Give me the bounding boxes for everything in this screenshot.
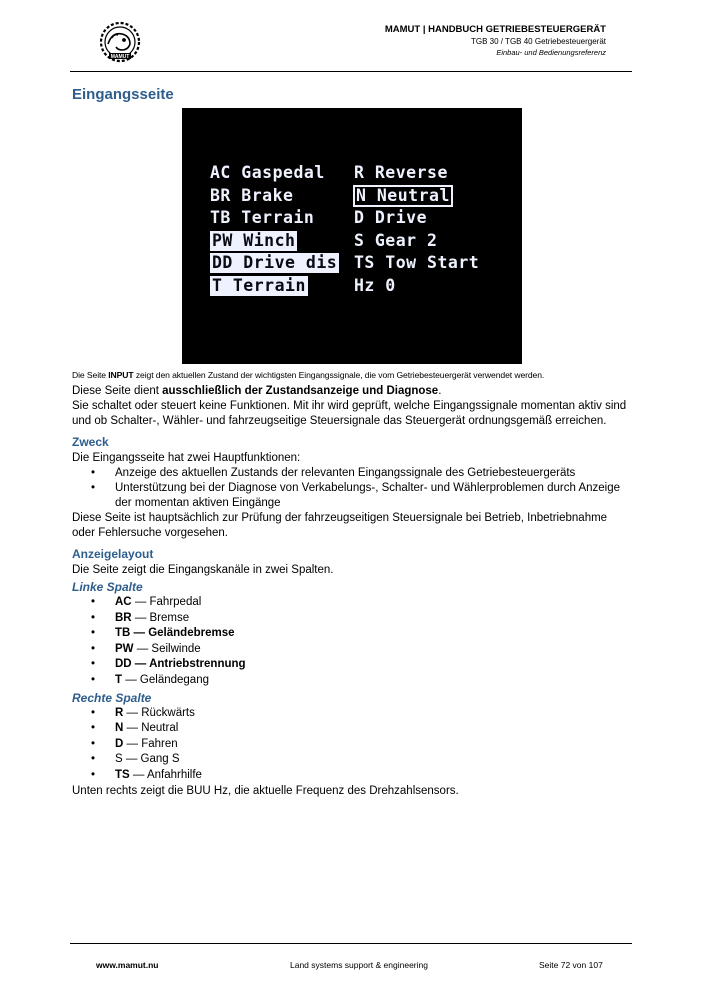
caption-pre: Die Seite	[72, 370, 109, 380]
caption-post: zeigt den aktuellen Zustand der wichtigsten Eingangssignale, die vom Getriebesteuergerät verwendet werden.	[133, 370, 545, 380]
zweck-lead: Die Eingangsseite hat zwei Hauptfunktionen:	[72, 452, 301, 464]
screen-right-row: D Drive	[354, 208, 428, 227]
logo-text: MAMUT	[110, 54, 130, 60]
screen-right-row: Hz 0	[354, 275, 396, 295]
logo-graphic	[94, 20, 146, 64]
list-item: • Anzeige des aktuellen Zustands der relevanten Eingangssignale des Getriebesteuergeräts	[72, 466, 632, 481]
item-code: N	[115, 722, 124, 735]
item-text: — Anfahrhilfe	[129, 768, 202, 781]
item-text: — Rückwärts	[123, 706, 195, 719]
mamut-gear-logo	[94, 20, 146, 64]
header-subtitle: TGB 30 / TGB 40 Getriebesteuergerät	[470, 37, 606, 46]
heading-zweck: Zweck	[72, 435, 109, 449]
item-text: — Fahren	[123, 737, 178, 750]
layout-closing: Unten rechts zeigt die BUU Hz, die aktuelle Frequenz des Drehzahlsensors.	[72, 784, 459, 797]
heading-anzeigelayout: Anzeigelayout	[72, 547, 154, 561]
screen-grid	[182, 108, 522, 364]
screen-left-row: AC Gaspedal	[210, 163, 325, 182]
item-code: D	[115, 737, 124, 750]
item-text: — Fahrpedal	[131, 596, 202, 608]
heading-left-column: Linke Spalte	[72, 580, 143, 594]
footer-tagline: Land systems support & engineering	[290, 960, 428, 970]
list-item	[72, 752, 632, 768]
list-item	[72, 595, 632, 611]
list-item	[72, 737, 632, 753]
item-code: DD — Antriebstrennung	[115, 658, 246, 671]
header-title: MAMUT | HANDBUCH GETRIEBESTEUERGERÄT	[384, 24, 606, 35]
item-code: TB — Geländebremse	[115, 627, 235, 640]
item-code: PW	[115, 642, 134, 655]
layout-lead: Die Seite zeigt die Eingangskanäle in zwei Spalten.	[72, 564, 334, 576]
right-column-list	[72, 706, 632, 784]
document-header	[385, 24, 606, 58]
list-item	[72, 706, 632, 722]
header-divider	[70, 71, 632, 72]
intro-line-2: Sie schaltet oder steuert keine Funktionen. Mit ihr wird geprüft, welche Eingangssignale momentan aktiv sind und ob Schalter-, Wähler- und fahrzeugseitige Steuersignale das Steuergerät ordnungsgemäß erreichen.	[72, 400, 627, 427]
intro-pre: Diese Seite dient	[72, 385, 163, 397]
item-code: AC	[115, 596, 132, 608]
list-item	[72, 657, 632, 673]
footer-website: www.mamut.nu	[96, 960, 159, 970]
zweck-list	[72, 466, 632, 511]
screen-right-row: N Neutral	[356, 185, 450, 205]
page-content	[72, 80, 632, 799]
screen-left-row: BR Brake	[210, 185, 294, 205]
left-column-list	[72, 595, 632, 689]
item-text: — Seilwinde	[133, 642, 201, 655]
intro-post: .	[438, 385, 442, 397]
heading-right-column: Rechte Spalte	[72, 690, 152, 705]
footer-page-number: Seite 72 von 107	[539, 960, 603, 970]
list-item	[72, 721, 632, 737]
page-title: Eingangsseite	[72, 86, 174, 103]
item-code: T	[115, 673, 123, 686]
item-text: — Geländegang	[122, 673, 209, 686]
caption-bold: INPUT	[108, 370, 134, 380]
header-subtitle-2: Einbau- und Bedienungsreferenz	[496, 48, 606, 57]
device-screen-photo	[182, 108, 522, 364]
figure-caption	[72, 370, 632, 381]
list-item	[72, 768, 632, 784]
list-item	[72, 642, 632, 658]
zweck-after: Diese Seite ist hauptsächlich zur Prüfung der fahrzeugseitigen Steuersignale bei Betrieb, Inbetriebnahme oder Fehlersuche vorgesehen.	[72, 512, 608, 539]
item-text: — Neutral	[123, 722, 179, 735]
list-item: • Unterstützung bei der Diagnose von Verkabelungs-, Schalter- und Wählerproblemen durch Anzeige der momentan aktiven Eingänge	[72, 481, 632, 511]
screen-left-row: T Terrain	[212, 275, 306, 295]
screen-left-row: PW Winch	[212, 230, 296, 250]
screen-left-row: TB Terrain	[210, 208, 315, 227]
list-item	[72, 673, 632, 689]
screen-right-row: TS Tow Start	[354, 253, 480, 272]
screen-left-row: DD Drive dis	[212, 253, 338, 272]
intro-bold: ausschließlich der Zustandsanzeige und Diagnose	[162, 385, 439, 397]
screen-right-row: S Gear 2	[354, 230, 438, 250]
footer-divider	[70, 943, 632, 944]
list-item	[72, 626, 632, 642]
item-code: TS	[115, 768, 130, 781]
item-code: BR	[115, 611, 132, 624]
item-code: R	[115, 706, 124, 719]
screen-right-row: R Reverse	[354, 163, 448, 182]
item-text: — Bremse	[131, 611, 190, 624]
intro-line-1	[72, 384, 632, 399]
list-item	[72, 611, 632, 627]
item-text: S — Gang S	[115, 753, 180, 766]
